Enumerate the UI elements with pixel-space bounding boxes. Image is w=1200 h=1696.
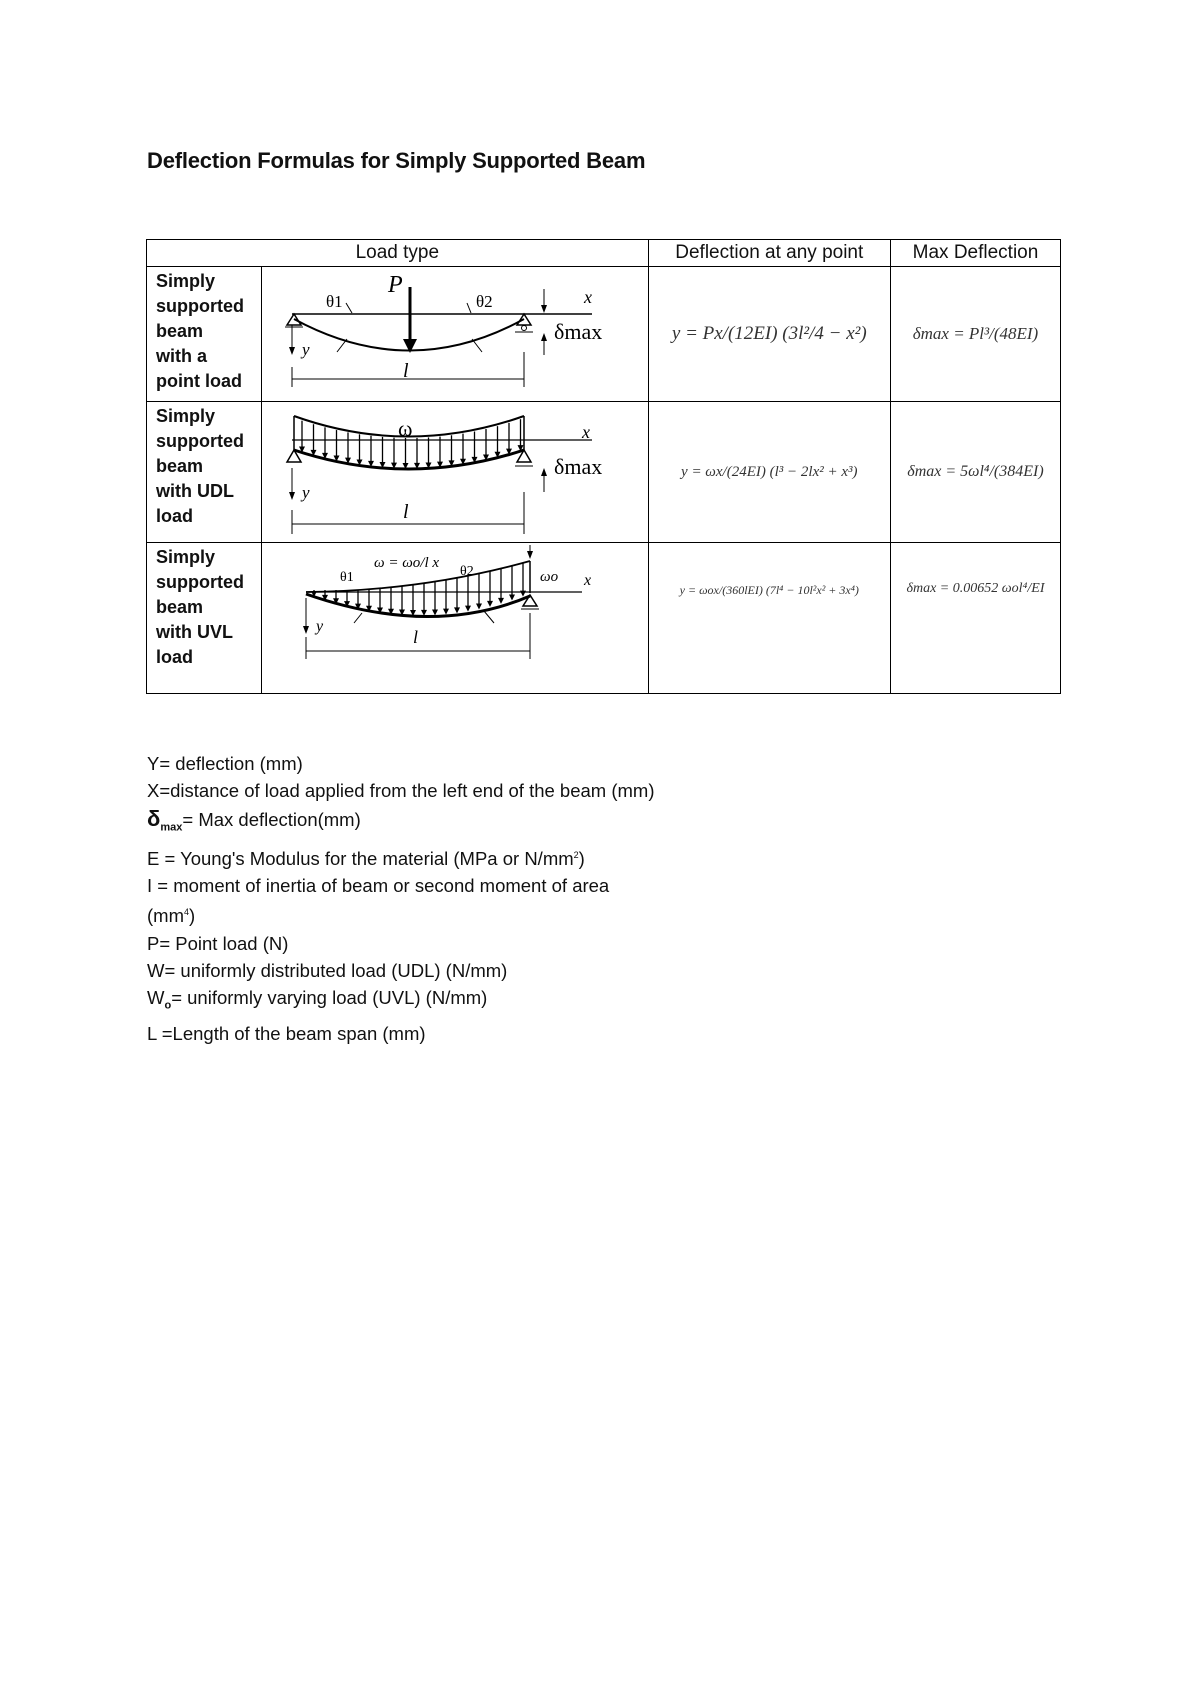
span-label: l — [402, 360, 409, 382]
legend-p: P= Point load (N) — [147, 932, 289, 954]
y-axis-label: y — [301, 340, 310, 359]
deflection-table — [146, 239, 1061, 694]
y-axis-label: y — [301, 483, 310, 502]
x-axis-label: x — [583, 287, 592, 307]
legend-wo: $W_o=$ uniformly varying load (UVL) (N/mm) — [147, 987, 488, 1013]
y-axis-label: y — [315, 618, 323, 635]
table-row — [147, 267, 1061, 402]
omega-label: ω — [397, 416, 413, 441]
theta2-label: θ2 — [475, 292, 493, 311]
theta1-label: θ1 — [325, 292, 343, 311]
span-label: l — [412, 627, 418, 647]
legend-w: W= uniformly distributed load (UDL) (N/mm) — [147, 960, 508, 982]
legend-i-unit: $(mm^4)$ — [147, 905, 196, 927]
max-deflection-uvl: δmax = 0.00652 ωol⁴/EI — [890, 543, 1060, 694]
theta1-label: θ1 — [339, 570, 354, 585]
page-title: Deflection Formulas for Simply Supported Beam — [147, 148, 646, 173]
uvl-load-formula: ω = ωo/l x — [373, 555, 439, 571]
row-label-point-load: Simply supported beam with a point load — [147, 267, 262, 402]
figure-udl — [261, 402, 648, 543]
figure-uvl — [261, 543, 648, 694]
legend-x: X=distance of load applied from the left end of the beam (mm) — [147, 780, 655, 802]
table-row — [147, 543, 1061, 694]
header-deflection-any: Deflection at any point — [648, 240, 890, 267]
deflection-any-point-load: y = Px/(12EI) (3l²/4 − x²) — [648, 267, 890, 402]
udl-beam-diagram — [262, 402, 648, 542]
table-row — [147, 402, 1061, 543]
legend-delta: $\delta_{max}=$ Max deflection(mm) — [147, 805, 361, 834]
legend-e: E = Young's Modulus for the material (MPa or $N/mm^2$) — [147, 847, 585, 869]
row-label-udl: Simply supported beam with UDL load — [147, 402, 262, 543]
omega-o-label: ωo — [539, 569, 558, 585]
legend-l: L =Length of the beam span (mm) — [147, 1023, 426, 1045]
delta-max-label: δmax — [553, 319, 602, 344]
variable-legend — [147, 750, 655, 1048]
max-deflection-point-load: δmax = Pl³/(48EI) — [890, 267, 1060, 402]
legend-i: I = moment of inertia of beam or second moment of area — [147, 875, 610, 897]
point-load-beam-diagram — [262, 267, 648, 401]
deflection-any-uvl: y = ωox/(360lEI) (7l⁴ − 10l²x² + 3x⁴) — [648, 543, 890, 694]
figure-point-load — [261, 267, 648, 402]
uvl-beam-diagram — [262, 543, 648, 693]
legend-y: Y= deflection (mm) — [147, 753, 303, 774]
header-load-type: Load type — [147, 240, 649, 267]
x-axis-label: x — [583, 572, 591, 589]
x-axis-label: x — [581, 422, 590, 442]
row-label-uvl: Simply supported beam with UVL load — [147, 543, 262, 694]
load-P-label: P — [387, 272, 403, 298]
header-max-deflection: Max Deflection — [890, 240, 1060, 267]
deflection-any-udl: y = ωx/(24EI) (l³ − 2lx² + x³) — [648, 402, 890, 543]
theta2-label: θ2 — [459, 564, 474, 579]
table-header-row — [147, 240, 1061, 267]
max-deflection-udl: δmax = 5ωl⁴/(384EI) — [890, 402, 1060, 543]
span-label: l — [402, 501, 409, 523]
delta-max-label: δmax — [553, 454, 602, 479]
